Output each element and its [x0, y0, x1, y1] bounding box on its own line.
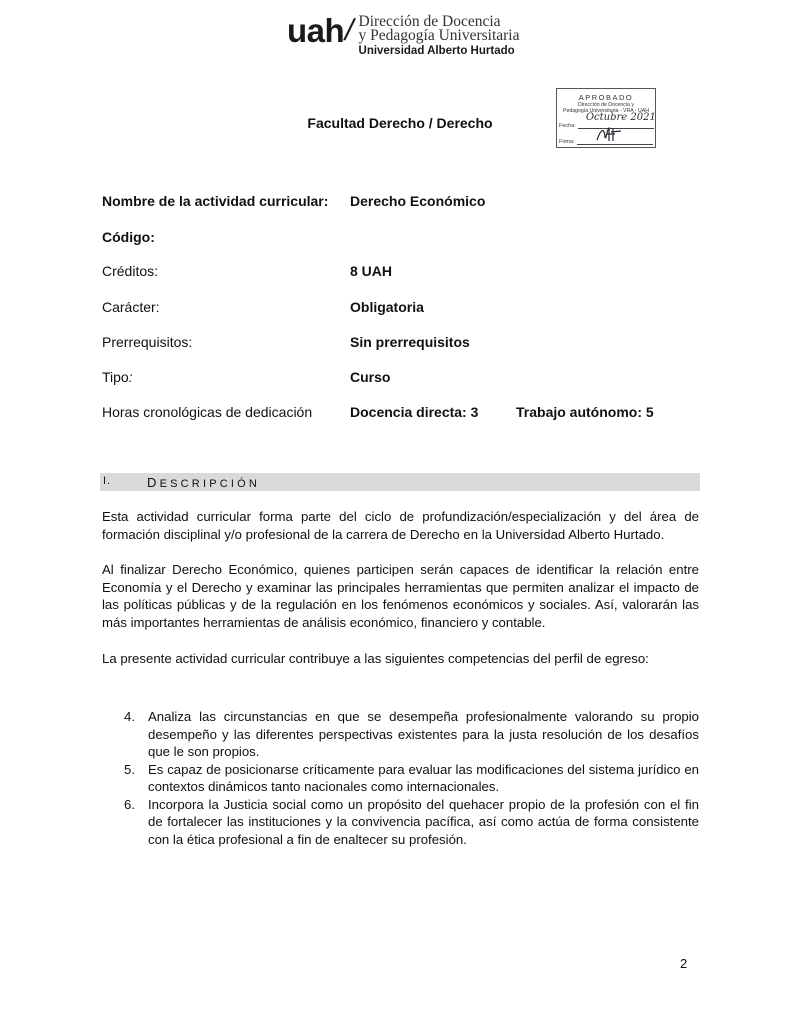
competencias-list	[102, 708, 699, 848]
prerrequisitos-label: Prerrequisitos:	[102, 334, 193, 350]
caracter-label: Carácter:	[102, 299, 160, 315]
stamp-subtitle-1: Dirección de Docencia y	[578, 102, 634, 108]
stamp-subtitle-2: Pedagogía Universitaria - VRA - UAH	[563, 108, 649, 114]
horas-label: Horas cronológicas de dedicación	[102, 404, 313, 420]
trabajo-autonomo: Trabajo autónomo: 5	[516, 404, 654, 420]
page-number: 2	[680, 956, 688, 971]
stamp-firma-label: Firma:	[559, 139, 575, 145]
prerrequisitos-value: Sin prerrequisitos	[350, 334, 470, 350]
logo-line-3: Universidad Alberto Hurtado	[358, 45, 515, 57]
stamp-firma-row	[559, 135, 653, 145]
section-title-rest: ESCRIPCIÓN	[159, 478, 261, 490]
stamp-firma-line	[577, 135, 653, 145]
list-item-text: Incorpora la Justicia social como un propósito del quehacer propio de la profesión con el fin de fortalecer las instituciones y la convivencia pacífica, así como actúa de forma consistente con la ética profesional a fin de enaltecer su profesión.	[148, 796, 699, 847]
faculty-title-text: Facultad Derecho / Derecho	[307, 115, 493, 131]
paragraph-competencias-intro: La presente actividad curricular contribuye a las siguientes competencias del perfil de egreso:	[102, 651, 649, 666]
tipo-label-colon: :	[128, 369, 133, 385]
creditos-label: Créditos:	[102, 263, 159, 279]
list-item-text: Es capaz de posicionarse críticamente para evaluar las modificaciones del sistema jurídico en contextos dinámicos tanto nacionales como internacionales.	[148, 761, 699, 794]
uah-logo	[287, 12, 520, 62]
codigo-label: Código:	[102, 229, 155, 245]
logo-text	[359, 12, 520, 59]
creditos-value: 8 UAH	[350, 263, 393, 279]
paragraph-resultados: Al finalizar Derecho Económico, quienes participen serán capaces de identificar la relación entre Economía y el Derecho y examinar las principales herramientas que permiten analizar el impacto de las políticas públicas y de la regulación en los fenómenos económicos y sociales. Así, valorarán las más importantes herramientas de análisis económico, financiero y contable.	[102, 562, 699, 630]
paragraph-ciclo: Esta actividad curricular forma parte del ciclo de profundización/especialización y del área de formación disciplinal y/o profesional de la carrera de Derecho en la Universidad Alberto Hurtado.	[102, 509, 699, 542]
tipo-value: Curso	[350, 369, 391, 385]
caracter-value: Obligatoria	[350, 299, 424, 315]
docencia-directa: Docencia directa: 3	[350, 404, 479, 420]
stamp-fecha-label: Fecha:	[559, 123, 576, 129]
faculty-title	[0, 115, 800, 131]
stamp-title: APROBADO	[578, 93, 634, 102]
list-item-number: 4.	[124, 709, 135, 724]
list-item-number: 6.	[124, 796, 135, 812]
section-header-descripcion	[100, 473, 700, 491]
list-item	[102, 708, 699, 761]
list-item-text: Analiza las circunstancias en que se desempeña profesionalmente valorando su propio desempeño y las diferentes perspectivas existentes para la justa resolución de los desafíos que le son propios.	[148, 709, 699, 759]
list-item	[102, 761, 699, 796]
list-item	[102, 796, 699, 849]
section-number: I.	[103, 475, 112, 487]
tipo-label	[102, 369, 133, 385]
logo-slash: /	[341, 14, 358, 47]
section-title	[147, 475, 260, 490]
list-item-number: 5.	[124, 761, 135, 777]
stamp-fecha-value: Octubre 2021	[585, 112, 656, 123]
section-title-cap: D	[147, 475, 160, 490]
logo-line-1: Dirección de Docencia	[358, 13, 501, 30]
logo-line-2: y Pedagogía Universitaria	[358, 27, 520, 44]
nombre-label: Nombre de la actividad curricular:	[102, 193, 329, 209]
nombre-value: Derecho Económico	[350, 193, 486, 209]
logo-mark: uah	[287, 12, 345, 49]
tipo-label-text: Tipo	[102, 369, 129, 385]
